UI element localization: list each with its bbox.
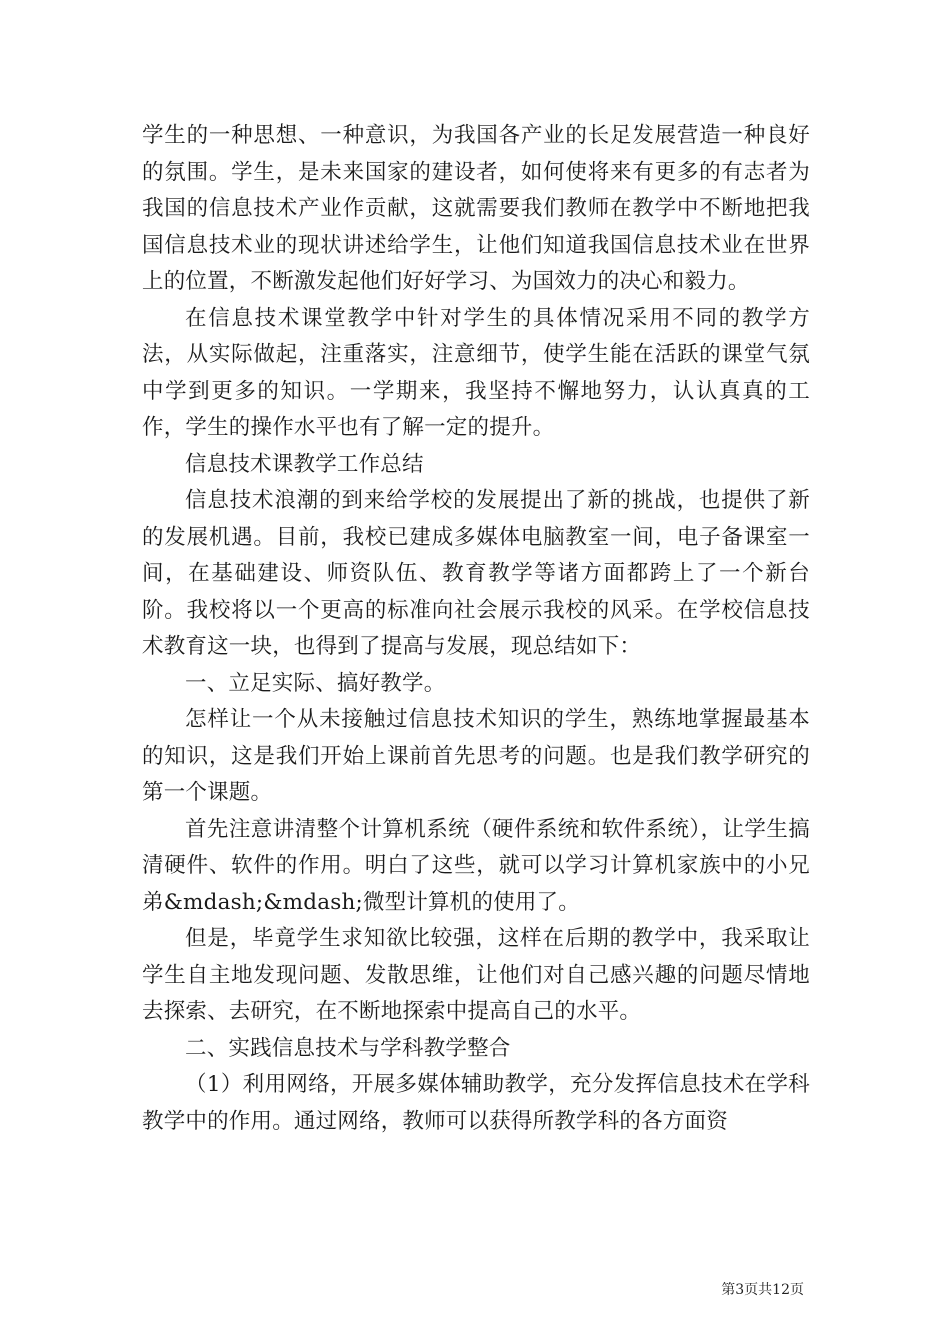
paragraph-1: 学生的一种思想、一种意识，为我国各产业的长足发展营造一种良好的氛围。学生，是未来国家的建设者，如何使将来有更多的有志者为我国的信息技术产业作贡献，这就需要我们教师在教学中不断地把我国信息技术业的现状讲述给学生，让他们知道我国信息技术业在世界上的位置，不断激发起他们好好学习、为国效力的决心和毅力。 [142,123,810,294]
paragraph-5: 首先注意讲清整个计算机系统（硬件系统和软件系统），让学生搞清硬件、软件的作用。明白了这些，就可以学习计算机家族中的小兄弟&mdash;&mdash;微型计算机的使用了。 [142,816,810,915]
paragraph-6: 但是，毕竟学生求知欲比较强，这样在后期的教学中，我采取让学生自主地发现问题、发散思维，让他们对自己感兴趣的问题尽情地去探索、去研究，在不断地探索中提高自己的水平。 [142,926,810,1024]
paragraph-3: 信息技术浪潮的到来给学校的发展提出了新的挑战，也提供了新的发展机遇。目前，我校已建成多媒体电脑教室一间，电子备课室一间，在基础建设、师资队伍、教育教学等诸方面都跨上了一个新台阶。我校将以一个更高的标准向社会展示我校的风采。在学校信息技术教育这一块，也得到了提高与发展，现总结如下： [142,488,810,659]
document-body [142,118,810,1140]
section-heading-title: 信息技术课教学工作总结 [185,451,424,477]
section-heading-1: 一、立足实际、搞好教学。 [185,670,446,696]
paragraph-7: （1）利用网络，开展多媒体辅助教学，充分发挥信息技术在学科教学中的作用。通过网络，教师可以获得所教学科的各方面资 [142,1072,810,1134]
paragraph-4: 怎样让一个从未接触过信息技术知识的学生，熟练地掌握最基本的知识，这是我们开始上课前首先思考的问题。也是我们教学研究的第一个课题。 [142,707,810,805]
page-number-footer: 第3页共12页 [721,1282,804,1298]
paragraph-2: 在信息技术课堂教学中针对学生的具体情况采用不同的教学方法，从实际做起，注重落实，注意细节，使学生能在活跃的课堂气氛中学到更多的知识。一学期来，我坚持不懈地努力，认认真真的工作，学生的操作水平也有了解一定的提升。 [142,305,810,440]
section-heading-2: 二、实践信息技术与学科教学整合 [185,1035,511,1061]
